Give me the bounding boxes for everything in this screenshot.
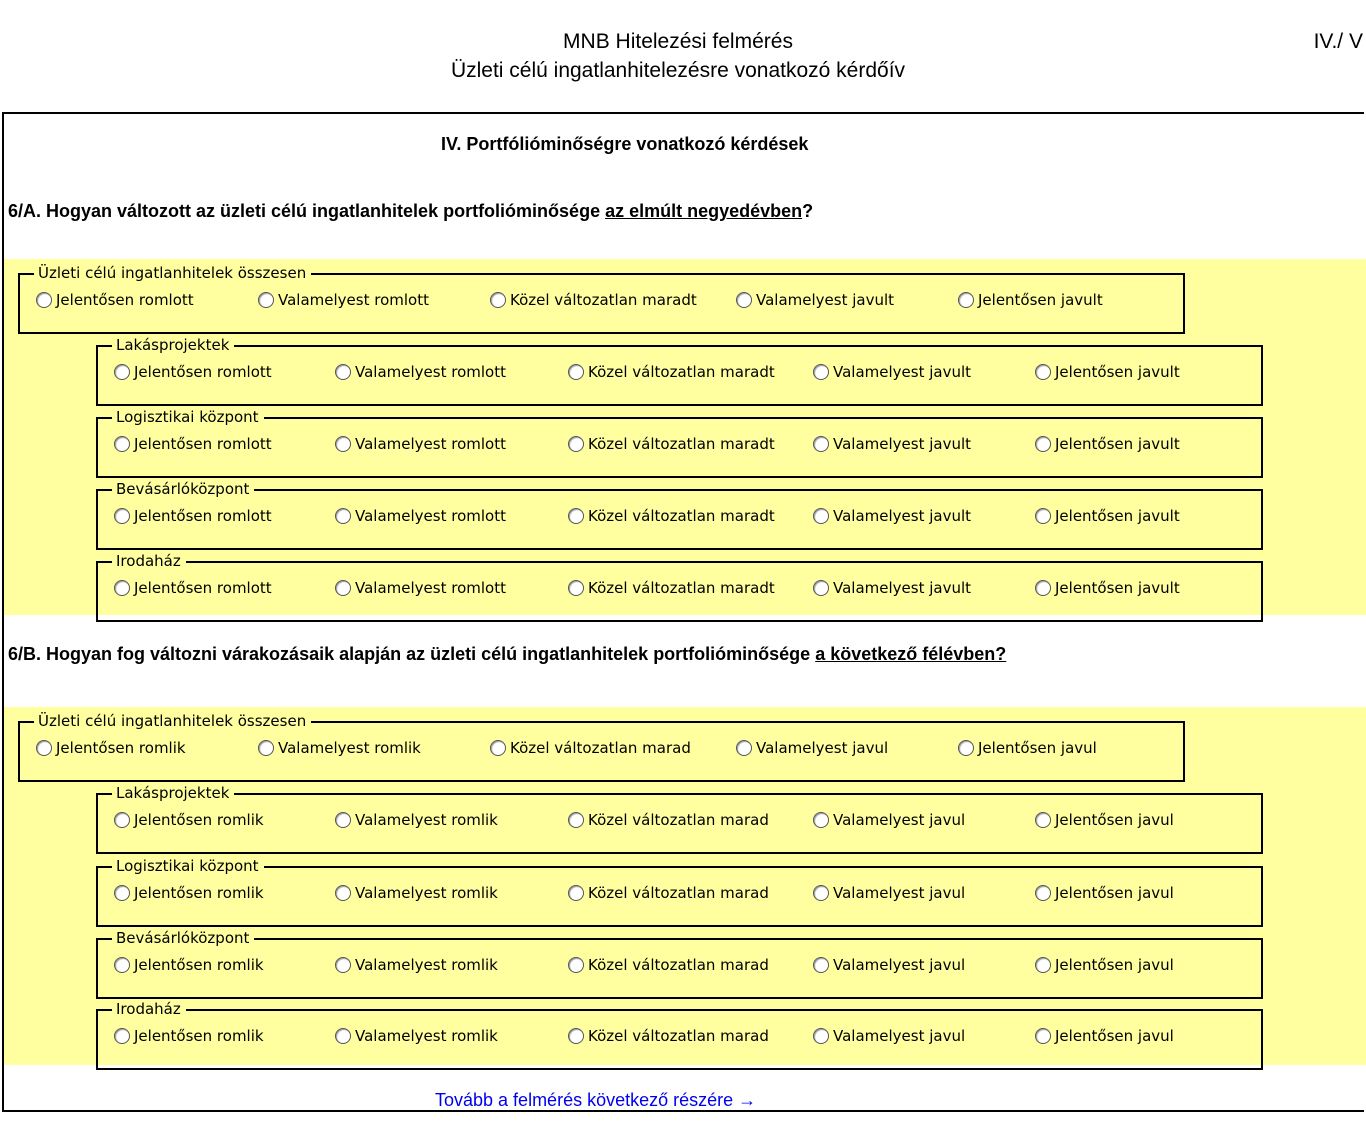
option-label: Valamelyest romlott	[355, 507, 506, 525]
option-label: Valamelyest javul	[833, 884, 966, 902]
radio-button[interactable]	[1035, 508, 1051, 524]
radio-button[interactable]	[1035, 1028, 1051, 1044]
group-legend: Bevásárlóközpont	[112, 479, 254, 499]
radio-button[interactable]	[258, 292, 274, 308]
q6b-group-2-option-1[interactable]	[114, 811, 264, 829]
radio-button[interactable]	[568, 885, 584, 901]
radio-button[interactable]	[813, 885, 829, 901]
radio-button[interactable]	[813, 508, 829, 524]
radio-button[interactable]	[335, 885, 351, 901]
q6a-group-4-option-5[interactable]	[1035, 507, 1180, 525]
q6a-group-3-option-4[interactable]	[813, 435, 971, 453]
radio-button[interactable]	[568, 1028, 584, 1044]
radio-button[interactable]	[335, 436, 351, 452]
option-label: Közel változatlan marad	[588, 1027, 769, 1045]
option-label: Közel változatlan maradt	[588, 507, 775, 525]
q6a-group-1-option-1[interactable]	[36, 291, 194, 309]
group-legend: Irodaház	[112, 999, 186, 1019]
radio-button[interactable]	[568, 508, 584, 524]
radio-button[interactable]	[813, 436, 829, 452]
q6b-group-2-option-4[interactable]	[813, 811, 965, 829]
radio-button[interactable]	[1035, 957, 1051, 973]
option-label: Valamelyest javult	[833, 363, 972, 381]
question-6a: 6/A. Hogyan változott az üzleti célú ingatlanhitelek portfolióminősége az elmúlt negyedévben?	[8, 201, 814, 221]
section-title: IV. Portfólióminőségre vonatkozó kérdések	[441, 134, 809, 154]
option-label: Valamelyest romlik	[355, 956, 498, 974]
q6b-group-4-option-4[interactable]	[813, 956, 965, 974]
option-label: Jelentősen javul	[1055, 811, 1174, 829]
option-label: Jelentősen romlott	[134, 507, 272, 525]
radio-button[interactable]	[335, 1028, 351, 1044]
option-label: Közel változatlan maradt	[588, 579, 775, 597]
radio-button[interactable]	[1035, 812, 1051, 828]
option-label: Jelentősen romlik	[134, 884, 264, 902]
q6b-group-1-option-3[interactable]	[490, 739, 691, 757]
option-label: Jelentősen romlik	[134, 1027, 264, 1045]
option-label: Közel változatlan marad	[588, 956, 769, 974]
group-legend: Lakásprojektek	[112, 783, 234, 803]
option-label: Jelentősen javult	[1055, 363, 1180, 381]
group-legend: Logisztikai központ	[112, 856, 264, 876]
option-label: Jelentősen javul	[1055, 956, 1174, 974]
q6a-group-4-option-4[interactable]	[813, 507, 971, 525]
option-label: Jelentősen javult	[1055, 435, 1180, 453]
radio-button[interactable]	[36, 292, 52, 308]
radio-button[interactable]	[813, 364, 829, 380]
radio-button[interactable]	[813, 580, 829, 596]
radio-button[interactable]	[1035, 885, 1051, 901]
q6b-group-3-option-4[interactable]	[813, 884, 965, 902]
option-label: Valamelyest javul	[833, 1027, 966, 1045]
q6b-group-1-option-5[interactable]	[958, 739, 1097, 757]
radio-button[interactable]	[958, 292, 974, 308]
option-label: Valamelyest romlik	[278, 739, 421, 757]
option-label: Jelentősen romlik	[56, 739, 186, 757]
option-label: Közel változatlan maradt	[588, 363, 775, 381]
q6b-group-1-option-1[interactable]	[36, 739, 186, 757]
radio-button[interactable]	[114, 1028, 130, 1044]
radio-button[interactable]	[490, 740, 506, 756]
q6a-group-2-option-5[interactable]	[1035, 363, 1180, 381]
radio-button[interactable]	[958, 740, 974, 756]
option-label: Valamelyest javult	[756, 291, 895, 309]
radio-button[interactable]	[114, 812, 130, 828]
q6a-group-1-option-3[interactable]	[490, 291, 697, 309]
q6b-group-5-option-1[interactable]	[114, 1027, 264, 1045]
option-label: Jelentősen javul	[978, 739, 1097, 757]
q6b-group-2-option-3[interactable]	[568, 811, 769, 829]
q6a-group-1-option-2[interactable]	[258, 291, 429, 309]
q6b-group-3-option-1[interactable]	[114, 884, 264, 902]
radio-button[interactable]	[1035, 436, 1051, 452]
radio-button[interactable]	[813, 812, 829, 828]
radio-button[interactable]	[568, 812, 584, 828]
page-indicator: IV./ V	[1313, 30, 1363, 53]
option-label: Valamelyest romlott	[278, 291, 429, 309]
q6b-group-3-option-5[interactable]	[1035, 884, 1174, 902]
q6b-group-5-option-3[interactable]	[568, 1027, 769, 1045]
q6a-group-5-option-3[interactable]	[568, 579, 775, 597]
q6b-group-4-option-2[interactable]	[335, 956, 498, 974]
group-legend: Üzleti célú ingatlanhitelek összesen	[34, 263, 311, 283]
q6b-group-4-option-5[interactable]	[1035, 956, 1174, 974]
q6a-group-2-option-1[interactable]	[114, 363, 272, 381]
radio-button[interactable]	[114, 436, 130, 452]
q6b-group-1-option-4[interactable]	[736, 739, 888, 757]
q6b-group-5-option-4[interactable]	[813, 1027, 965, 1045]
q6a-group-5-option-2[interactable]	[335, 579, 506, 597]
survey-subtitle: Üzleti célú ingatlanhitelezésre vonatkozó kérdőív	[450, 59, 906, 82]
q6a-group-2-option-2[interactable]	[335, 363, 506, 381]
q6b-group-4-option-3[interactable]	[568, 956, 769, 974]
radio-button[interactable]	[335, 580, 351, 596]
option-label: Jelentősen romlott	[56, 291, 194, 309]
next-section-link[interactable]: Tovább a felmérés következő részére →	[435, 1090, 757, 1110]
option-label: Valamelyest javult	[833, 507, 972, 525]
option-label: Valamelyest romlik	[355, 884, 498, 902]
q6b-group-3-option-3[interactable]	[568, 884, 769, 902]
option-label: Valamelyest javul	[833, 811, 966, 829]
group-legend: Bevásárlóközpont	[112, 928, 254, 948]
option-label: Közel változatlan marad	[588, 884, 769, 902]
option-label: Jelentősen javul	[1055, 1027, 1174, 1045]
radio-button[interactable]	[813, 957, 829, 973]
q6a-group-3-option-1[interactable]	[114, 435, 272, 453]
group-legend: Logisztikai központ	[112, 407, 264, 427]
radio-button[interactable]	[114, 957, 130, 973]
radio-button[interactable]	[114, 364, 130, 380]
radio-button[interactable]	[568, 436, 584, 452]
group-legend: Üzleti célú ingatlanhitelek összesen	[34, 711, 311, 731]
q6a-group-3-option-2[interactable]	[335, 435, 506, 453]
q6b-group-2-option-5[interactable]	[1035, 811, 1174, 829]
q6b-group-2-option-2[interactable]	[335, 811, 498, 829]
radio-button[interactable]	[114, 580, 130, 596]
group-legend: Lakásprojektek	[112, 335, 234, 355]
option-label: Valamelyest romlott	[355, 579, 506, 597]
q6b-group-1-option-2[interactable]	[258, 739, 421, 757]
radio-button[interactable]	[36, 740, 52, 756]
option-label: Közel változatlan maradt	[588, 435, 775, 453]
option-label: Valamelyest javul	[833, 956, 966, 974]
radio-button[interactable]	[335, 364, 351, 380]
radio-button[interactable]	[1035, 580, 1051, 596]
radio-button[interactable]	[258, 740, 274, 756]
radio-button[interactable]	[568, 364, 584, 380]
q6a-group-5-option-4[interactable]	[813, 579, 971, 597]
group-legend: Irodaház	[112, 551, 186, 571]
option-label: Közel változatlan marad	[588, 811, 769, 829]
radio-button[interactable]	[335, 812, 351, 828]
q6a-group-3-option-5[interactable]	[1035, 435, 1180, 453]
option-label: Közel változatlan maradt	[510, 291, 697, 309]
q6a-group-3-option-3[interactable]	[568, 435, 775, 453]
option-label: Valamelyest romlott	[355, 363, 506, 381]
option-label: Valamelyest romlik	[355, 1027, 498, 1045]
option-label: Jelentősen javult	[978, 291, 1103, 309]
q6a-group-4-option-1[interactable]	[114, 507, 272, 525]
radio-button[interactable]	[335, 508, 351, 524]
radio-button[interactable]	[114, 885, 130, 901]
option-label: Jelentősen romlik	[134, 956, 264, 974]
option-label: Valamelyest romlik	[355, 811, 498, 829]
option-label: Közel változatlan marad	[510, 739, 691, 757]
option-label: Valamelyest javult	[833, 435, 972, 453]
q6a-group-2-option-4[interactable]	[813, 363, 971, 381]
q6a-group-5-option-5[interactable]	[1035, 579, 1180, 597]
radio-button[interactable]	[114, 508, 130, 524]
option-label: Jelentősen romlik	[134, 811, 264, 829]
q6a-group-5-option-1[interactable]	[114, 579, 272, 597]
q6a-group-4-option-3[interactable]	[568, 507, 775, 525]
q6a-group-2-option-3[interactable]	[568, 363, 775, 381]
survey-title: MNB Hitelezési felmérés	[563, 30, 793, 53]
option-label: Jelentősen javult	[1055, 507, 1180, 525]
q6a-group-1-option-5[interactable]	[958, 291, 1103, 309]
radio-button[interactable]	[335, 957, 351, 973]
option-label: Valamelyest javult	[833, 579, 972, 597]
q6b-group-5-option-2[interactable]	[335, 1027, 498, 1045]
question-6b: 6/B. Hogyan fog változni várakozásaik alapján az üzleti célú ingatlanhitelek portfolióminősége a következő félévben?	[8, 644, 1007, 664]
radio-button[interactable]	[1035, 364, 1051, 380]
q6b-group-4-option-1[interactable]	[114, 956, 264, 974]
option-label: Jelentősen javul	[1055, 884, 1174, 902]
q6a-group-1-option-4[interactable]	[736, 291, 894, 309]
q6b-group-3-option-2[interactable]	[335, 884, 498, 902]
radio-button[interactable]	[568, 957, 584, 973]
radio-button[interactable]	[490, 292, 506, 308]
option-label: Jelentősen romlott	[134, 435, 272, 453]
q6a-group-4-option-2[interactable]	[335, 507, 506, 525]
radio-button[interactable]	[736, 740, 752, 756]
option-label: Valamelyest romlott	[355, 435, 506, 453]
q6b-group-5-option-5[interactable]	[1035, 1027, 1174, 1045]
radio-button[interactable]	[813, 1028, 829, 1044]
radio-button[interactable]	[736, 292, 752, 308]
option-label: Jelentősen javult	[1055, 579, 1180, 597]
radio-button[interactable]	[568, 580, 584, 596]
option-label: Jelentősen romlott	[134, 363, 272, 381]
option-label: Jelentősen romlott	[134, 579, 272, 597]
option-label: Valamelyest javul	[756, 739, 889, 757]
